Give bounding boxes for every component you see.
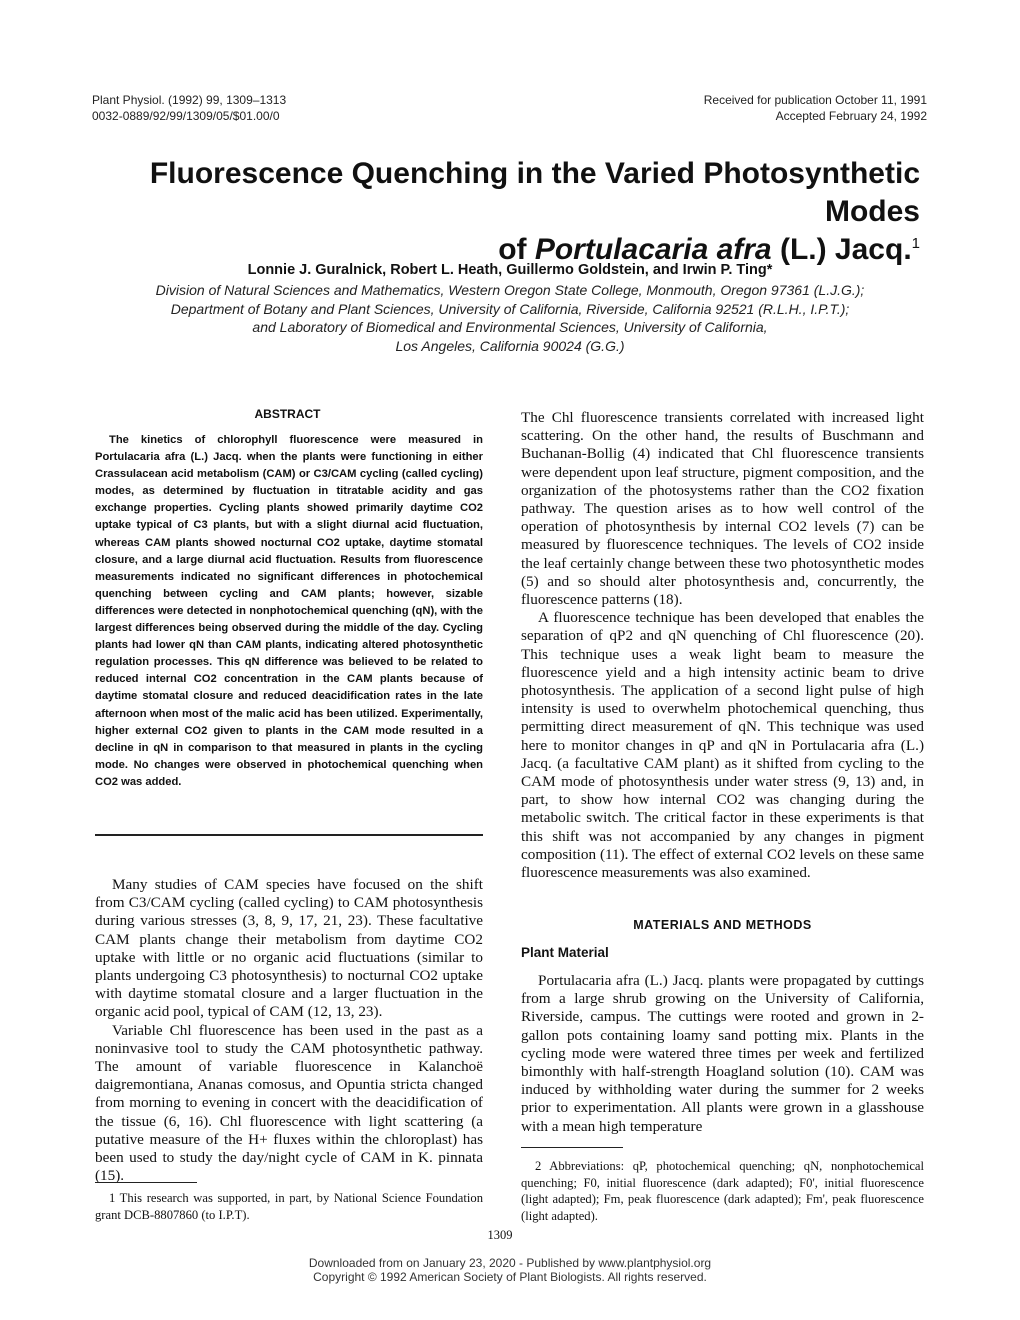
abstract-body — [95, 432, 483, 791]
journal-header-right — [507, 92, 927, 124]
abstract-heading: ABSTRACT — [254, 407, 321, 421]
subsection-heading-plant-material: Plant Material — [521, 945, 609, 960]
methods-body — [521, 972, 924, 1136]
footer-copyright-line: Copyright © 1992 American Society of Plant Biologists. All rights reserved. — [313, 1270, 707, 1284]
footnote-divider-left — [95, 1182, 197, 1183]
article-title — [60, 155, 920, 269]
received-date: Received for publication October 11, 1991 — [703, 93, 927, 107]
download-footer — [160, 1256, 860, 1284]
abstract-text: The kinetics of chlorophyll fluorescence were measured in Portulacaria afra (L.) Jacq. when the plants were functioning in either Crassulacean acid metabolism (CAM) or C3/CAM cycling (called cycling) modes, as determined by fluctuation in titratable acidity and gas exchange properties. Cycling plants showed primarily daytime CO2 uptake typical of C3 plants, but with a slight diurnal acid fluctuation, whereas CAM plants showed nocturnal CO2 uptake, daytime stomatal closure, and a large diurnal acid fluctuation. Results from fluorescence measurements indicated no significant differences in photochemical quenching between cycling and CAM plants; however, sizable differences were detected in nonphotochemical quenching (qN), with the largest differences being observed during the middle of the day. Cycling plants had lower qN than CAM plants, indicating altered photosynthetic regulation processes. This qN difference was believed to be related to reduced internal CO2 concentration in the CAM plants because of daytime stomatal closure and reduced deacidification rates in the late afternoon when most of the malic acid has been utilized. Experimentally, higher external CO2 given to plants in the CAM mode resulted in a decline in qN in comparison to that measured in plants in the cycling mode. No changes were observed in photochemical quenching when CO2 was added. — [95, 434, 483, 788]
page-number: 1309 — [487, 1228, 513, 1242]
title-line-1: Fluorescence Quenching in the Varied Photosynthetic Modes — [149, 157, 920, 228]
paragraph: Portulacaria afra (L.) Jacq. plants were propagated by cuttings from a large shrub growing on the University of California, Riverside, campus. The cuttings were rooted and grown in 2-gallon pots containing loamy sand potting mix. Plants in the cycling mode were watered three times per week and fertilized bimonthly with half-strength Hoagland solution (10). CAM was induced by withholding water during the summer for 2 weeks prior to experimentation. All plants were grown in a glasshouse with a mean high temperature — [521, 972, 924, 1135]
title-line-2: of Portulacaria afra (L.) Jacq.$^1$ — [498, 233, 920, 266]
affiliation-4: Los Angeles, California 90024 (G.G.) — [395, 337, 625, 354]
journal-header-left — [92, 92, 512, 124]
journal-citation: Plant Physiol. (1992) 99, 1309–1313 — [92, 93, 287, 107]
paragraph: The Chl fluorescence transients correlated with increased light scattering. On the other hand, the results of Buschmann and Buchanan-Bollig (4) indicated that Chl fluorescence transients were dependent upon leaf structure, pigment composition, and the organization of the photosystems rather than the CO2 fixation pathway. The question arises as to how well control of the operation of photosynthesis by internal CO2 levels (7) can be measured by fluorescence techniques. The levels of CO2 inside the leaf certainly change between these two photosynthetic modes (5) and so should alter photosynthesis and, concurrently, the fluorescence patterns (18). — [521, 409, 924, 609]
doi-code: 0032-0889/92/99/1309/05/$01.00/0 — [92, 109, 280, 123]
affiliations — [40, 281, 980, 355]
species-name: Portulacaria afra — [534, 233, 772, 266]
footer-download-line: Downloaded from on January 23, 2020 - Published by www.plantphysiol.org — [308, 1256, 712, 1270]
paragraph: Many studies of CAM species have focused on the shift from C3/CAM cycling (called cycling) to CAM photosynthesis during various stresses (3, 8, 9, 17, 21, 23). These facultative CAM plants change their metabolism from daytime CO2 uptake with little or no organic acid fluctuations (similar to plants undergoing C3 photosynthesis) to nocturnal CO2 uptake with daytime stomatal closure and a larger fluctuation in the organic acid pool, typical of CAM (12, 13, 23). — [95, 876, 483, 1021]
abstract-divider — [95, 834, 483, 836]
accepted-date: Accepted February 24, 1992 — [775, 109, 927, 123]
body-left-column — [95, 876, 483, 1185]
author-list: Lonnie J. Guralnick, Robert L. Heath, Guillermo Goldstein, and Irwin P. Ting* — [247, 262, 773, 278]
paragraph: Variable Chl fluorescence has been used in the past as a noninvasive tool to study the CAM photosynthetic pathway. The amount of variable fluorescence in Kalanchoë daigremontiana, Ananas comosus, and Opuntia stricta changed from morning to evening in concert with the deacidification of the tissue (6, 16). Chl fluorescence with light scattering (a putative measure of the H+ fluxes within the chloroplast) has been used to study the day/night cycle of CAM in K. pinnata (15). — [95, 1021, 483, 1185]
paragraph: A fluorescence technique has been developed that enables the separation of qP2 and qN quenching of Chl fluorescence (20). This technique uses a weak light beam to measure the fluorescence yield and a high intensity actinic beam to drive photosynthesis. The application of a second light pulse of high intensity is used to overwhelm photochemical quenching, thus permitting direct measurement of qN. This technique was used here to monitor changes in qP and qN in Portulacaria afra (L.) Jacq. (a facultative CAM plant) as it shifted from cycling to the CAM mode of photosynthesis under water stress (9, 13) and, in part, to show how internal CO2 was changing during the metabolic switch. The critical factor in these experiments is that this shift was not accompanied by any changes in pigment composition (11). The effect of external CO2 levels on these same fluorescence measurements was also examined. — [521, 609, 924, 882]
footnote-abbreviations: 2 Abbreviations: qP, photochemical quenching; qN, nonphotochemical quenching; F0, initial fluorescence (dark adapted); F0', initial fluorescence (light adapted); Fm, peak fluorescence (dark adapted); Fm', peak fluorescence (light adapted). — [521, 1159, 924, 1223]
section-heading-methods: MATERIALS AND METHODS — [633, 918, 812, 932]
body-right-column — [521, 409, 924, 882]
affiliation-2: Department of Botany and Plant Sciences, University of California, Riverside, California 92521 (R.L.H., I.P.T.); — [170, 300, 850, 317]
affiliation-1: Division of Natural Sciences and Mathematics, Western Oregon State College, Monmouth, Oregon 97361 (L.J.G.); — [155, 282, 865, 298]
footnote-funding: 1 This research was supported, in part, by National Science Foundation grant DCB-8807860 (to I.P.T). — [95, 1191, 483, 1222]
footnote-divider-right — [521, 1147, 623, 1148]
affiliation-3: and Laboratory of Biomedical and Environmental Sciences, University of California, — [252, 319, 768, 336]
title-footnote-mark: 1 — [911, 235, 920, 252]
